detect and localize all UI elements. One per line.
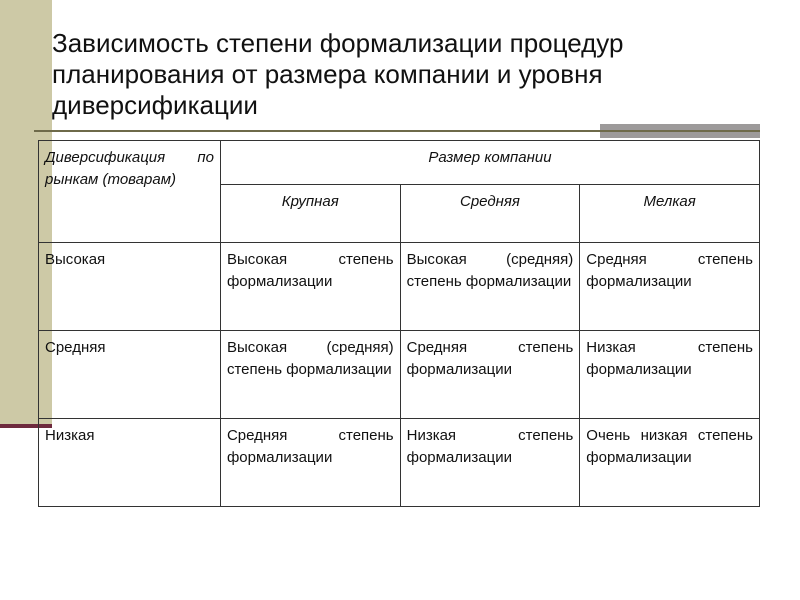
column-header (400, 185, 580, 243)
corner-header-text: Диверсификация по рынкам (товарам) (45, 149, 214, 188)
column-header (580, 185, 760, 243)
cell-text: Высокая (средняя) степень формализации (226, 339, 394, 378)
table-cell (220, 331, 400, 419)
cell-text: Высокая степень формализации (226, 251, 394, 290)
title-rule-line (34, 130, 760, 132)
cell-text: Средняя степень формализации (226, 427, 394, 466)
table-row (39, 243, 760, 331)
table-cell (400, 243, 580, 331)
row-label-cell (39, 419, 221, 507)
table-cell (580, 331, 760, 419)
cell-text: Средняя степень формализации (406, 339, 574, 378)
table-row (39, 331, 760, 419)
column-header-text: Крупная (281, 193, 339, 210)
table-cell (580, 419, 760, 507)
group-header-cell (220, 141, 759, 185)
table-cell (220, 419, 400, 507)
row-label: Низкая (45, 427, 95, 444)
column-header-text: Средняя (459, 193, 520, 210)
column-header-text: Мелкая (643, 193, 696, 210)
row-label-cell (39, 331, 221, 419)
row-label-cell (39, 243, 221, 331)
cell-text: Высокая (средняя) степень формализации (406, 251, 574, 290)
row-label: Высокая (45, 251, 106, 268)
cell-text: Очень низкая степень формализации (586, 427, 753, 466)
table-cell (220, 243, 400, 331)
table-row (39, 419, 760, 507)
table-cell (400, 419, 580, 507)
cell-text: Средняя степень формализации (586, 251, 753, 290)
slide-title: Зависимость степени формализации процедур планирования от размера компании и уровня диверсификации (52, 28, 624, 120)
row-label: Средняя (45, 339, 106, 356)
cell-text: Низкая степень формализации (586, 339, 753, 378)
group-header-text: Размер компании (428, 149, 552, 166)
corner-header-cell (39, 141, 221, 243)
table-cell (580, 243, 760, 331)
table-cell (400, 331, 580, 419)
cell-text: Низкая степень формализации (406, 427, 574, 466)
formalization-table (38, 140, 760, 507)
column-header (220, 185, 400, 243)
